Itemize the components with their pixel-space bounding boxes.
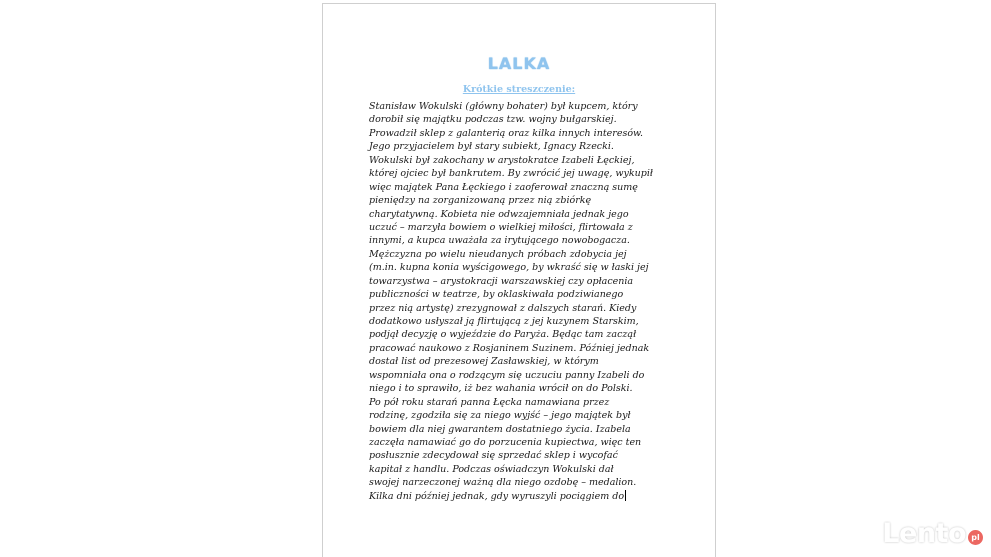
- watermark-brand: Lento: [882, 518, 966, 549]
- watermark-badge-icon: pl: [968, 530, 983, 545]
- text-line: więc majątek Pana Łęckiego i zaoferował znaczną sumę: [369, 181, 638, 193]
- text-line: kapitał z handlu. Podczas oświadczyn Wokulski dał: [369, 463, 614, 475]
- text-line: dostał list od prezesowej Zasławskiej, w którym: [369, 356, 599, 368]
- text-line: przez nią artystę) zrezygnował z dalszych starań. Kiedy: [369, 302, 637, 314]
- text-line: wspomniała ona o rodzącym się uczuciu panny Izabeli do: [369, 369, 645, 381]
- text-line: swojej narzeczonej ważną dla niego ozdobę – medalion.: [369, 477, 637, 489]
- document-body[interactable]: [369, 100, 681, 503]
- text-line-content: Kilka dni później jednak, gdy wyruszyli pociągiem do: [369, 490, 625, 502]
- document-page[interactable]: [322, 3, 716, 557]
- text-line: towarzystwa – arystokracji warszawskiej czy opłacenia: [369, 275, 634, 287]
- text-line: której ojciec był bankrutem. By zwrócić jej uwagę, wykupił: [369, 168, 653, 180]
- text-line: Jego przyjacielem był stary subiekt, Ignacy Rzecki.: [369, 141, 614, 153]
- text-line: uczuć – marzyła bowiem o wielkiej miłości, flirtowała z: [369, 221, 633, 233]
- text-cursor: [625, 490, 626, 501]
- text-line: niego i to sprawiło, iż bez wahania wrócił on do Polski.: [369, 383, 633, 395]
- document-title: LALKA: [487, 54, 551, 73]
- text-line: Wokulski był zakochany w arystokratce Izabeli Łęckiej,: [369, 154, 635, 166]
- text-line: pieniędzy na zorganizowaną przez nią zbiórkę: [369, 195, 592, 207]
- lento-watermark: [882, 518, 983, 549]
- text-line: charytatywną. Kobieta nie odwzajemniała jednak jego: [369, 208, 629, 220]
- text-line: posłusznie zdecydował się sprzedać sklep i wycofać: [369, 450, 618, 462]
- text-line: bowiem dla niej gwarantem dostatniego życia. Izabela: [369, 423, 631, 435]
- text-line: Stanisław Wokulski (główny bohater) był kupcem, który: [369, 101, 638, 112]
- text-line: dorobił się majątku podczas tzw. wojny bułgarskiej.: [369, 114, 617, 126]
- text-line: Po pół roku starań panna Łęcka namawiana przez: [369, 396, 610, 408]
- text-line: podjął decyzję o wyjeździe do Paryża. Będąc tam zaczął: [369, 329, 637, 341]
- text-line-last: [369, 490, 681, 503]
- text-line: rodzinę, zgodziła się za niego wyjść – jego majątek był: [369, 410, 631, 422]
- text-line: publiczności w teatrze, by oklaskiwała podziwianego: [369, 289, 624, 301]
- text-line: pracować naukowo z Rosjaninem Suzinem. Później jednak: [369, 342, 650, 354]
- text-line: dodatkowo usłyszał ją flirtującą z jej kuzynem Starskim,: [369, 316, 639, 327]
- text-line: innymi, a kupca uważała za irytującego nowobogacza.: [369, 235, 630, 247]
- text-line: (m.in. kupna konia wyścigowego, by wkraść się w łaski jej: [369, 262, 649, 274]
- text-line: Prowadził sklep z galanterią oraz kilka innych interesów.: [369, 127, 644, 139]
- text-line: Mężczyzna po wielu nieudanych próbach zdobycia jej: [369, 248, 627, 260]
- document-subtitle: Krótkie streszczenie:: [462, 84, 576, 95]
- text-line: zaczęła namawiać go do porzucenia kupiectwa, więc ten: [369, 436, 642, 448]
